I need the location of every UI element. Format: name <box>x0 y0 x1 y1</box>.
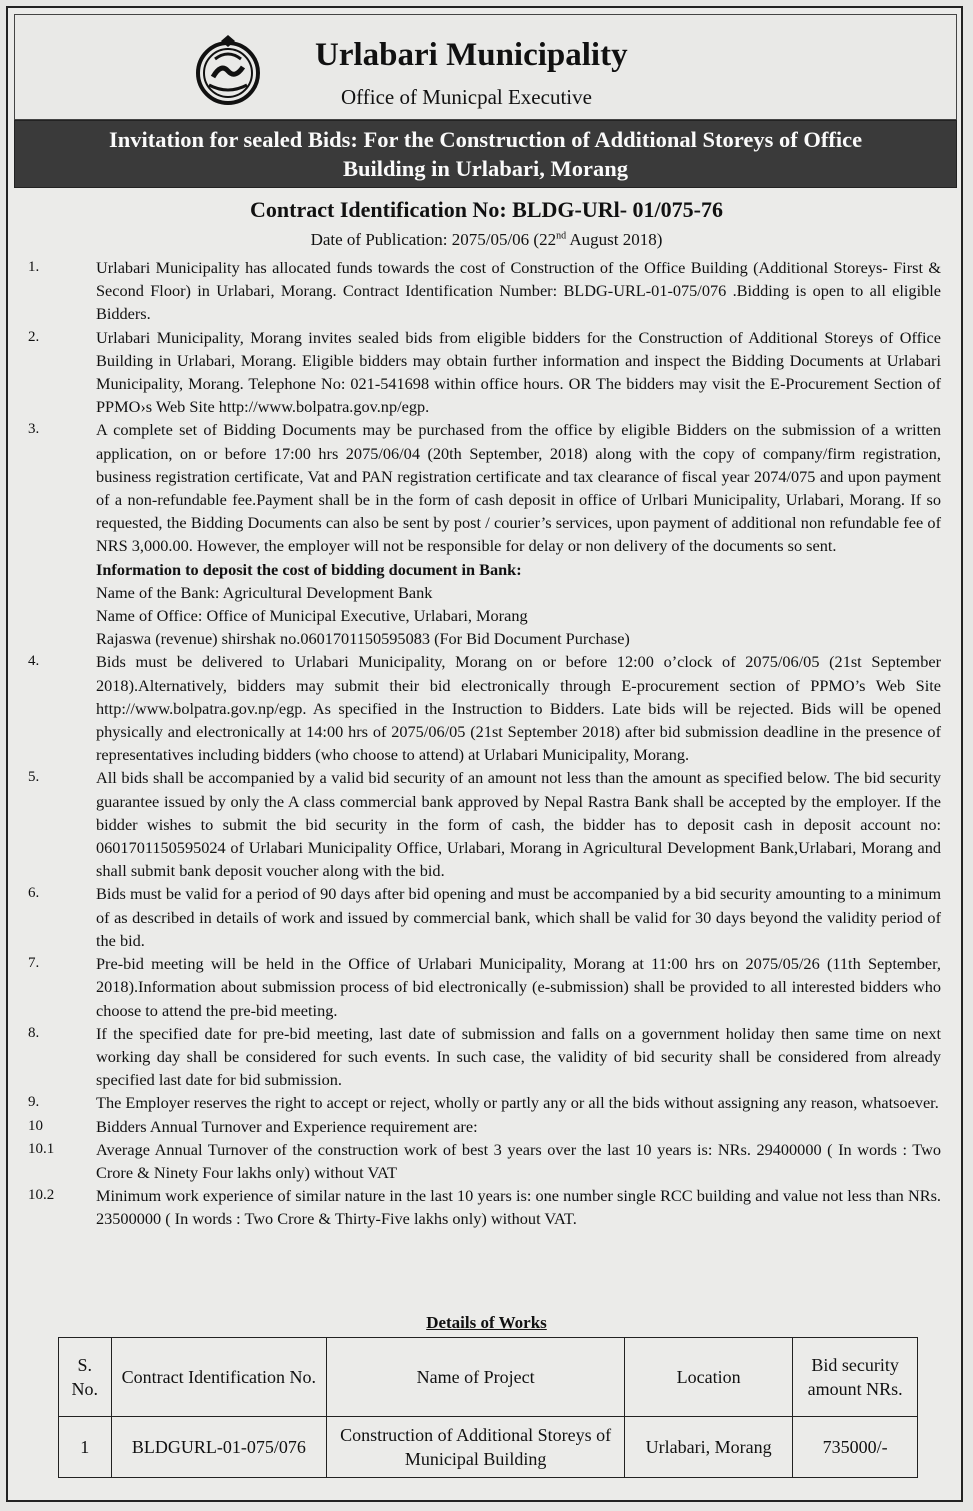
publication-date-prefix: Date of Publication: 2075/05/06 (22 <box>310 230 557 249</box>
bank-info-heading: Information to deposit the cost of bidding document in Bank: <box>96 559 522 579</box>
item-text: Bids must be valid for a period of 90 days after bid opening and must be accompanied by a bid security amounting to a minimum of as described in details of work and issued by commercial bank, which shall be valid for 30 days beyond the validity period of the bid. <box>96 884 941 950</box>
list-item <box>8 882 965 952</box>
notice-page <box>6 6 963 1502</box>
item-text: A complete set of Bidding Documents may be purchased from the office by eligible Bidders on the submission of a written application, on or before 17:00 hrs 2075/06/04 (20th September, 2018) along with the copy of company/firm registration, business registration certificate, Vat and PAN registration certificate and tax clearance of fiscal year 2074/075 and upon payment of a non-refundable fee.Payment shall be in the form of cash deposit in office of Urlbari Municipality, Urlabari, Morang. If so requested, the Bidding Documents can also be sent by post / courier’s services, upon payment of additional non refundable fee of NRS 3,000.00. However, the employer will not be responsible for delay or non delivery of the documents so sent. <box>96 420 941 556</box>
item-number: 1. <box>28 259 40 275</box>
notice-body <box>8 256 965 1231</box>
banner-line: Invitation for sealed Bids: For the Construction of Additional Storeys of Office <box>108 127 863 152</box>
item-number: 5. <box>28 769 40 786</box>
item-number: 3. <box>28 421 40 438</box>
list-item <box>8 256 965 326</box>
list-item <box>8 326 965 419</box>
item-number: 2. <box>28 328 40 345</box>
details-of-works-title: Details of Works <box>426 1313 547 1332</box>
column-header: Contract Identification No. <box>111 1338 327 1417</box>
item-text: Urlabari Municipality, Morang invites sealed bids from eligible bidders for the Construction of Additional Storeys of Office Building in Urlabari, Morang. Eligible bidders may obtain further information and inspect the Bidding Documents at Urlabari Municipality, Morang. Telephone No: 021-541698 within office hours. OR The bidders may visit the E-Procurement Section of PPMO›s Web Site http://www.bolpatra.gov.np/egp. <box>96 327 941 417</box>
nepal-government-emblem-icon <box>191 33 265 107</box>
list-item <box>8 1022 965 1092</box>
publication-date <box>8 230 965 250</box>
notice-banner <box>14 120 957 188</box>
list-item <box>8 1138 965 1184</box>
column-header: Name of Project <box>327 1338 625 1417</box>
item-text: Pre-bid meeting will be held in the Office of Urlabari Municipality, Morang at 11:00 hrs on 2075/05/26 (11th September, 2018).Information about submission process of bid electronically (e-submission) shall be provided to all interested bidders who choose to attend the pre-bid meeting. <box>96 954 941 1020</box>
table-cell: Urlabari, Morang <box>625 1417 793 1478</box>
item-text: Bids must be delivered to Urlabari Municipality, Morang on or before 12:00 o’clock of 2075/06/05 (21st September 2018).Alternatively, bidders may submit their bid electronically through E-procurement section of PPMO’s Web Site http://www.bolpatra.gov.np/egp. As specified in the Instruction to Bidders. Late bids will be rejected. Bids will be opened physically and electronically at 14:00 hrs of 2075/06/05 (21st September 2018) after bid submission deadline in the presence of representatives including bidders (who choose to attend) at Urlabari Municipality, Morang. <box>96 652 941 765</box>
list-item <box>8 418 965 557</box>
contract-identification: Contract Identification No: BLDG-URl- 01/075-76 <box>250 197 723 222</box>
item-number: 9. <box>28 1094 40 1111</box>
list-item <box>8 1184 965 1230</box>
item-number: 10 <box>28 1117 43 1134</box>
list-item <box>8 1091 965 1114</box>
publication-date-suffix: August 2018) <box>566 230 663 249</box>
item-number: 4. <box>28 653 40 670</box>
organization-name: Urlabari Municipality <box>315 37 628 73</box>
publication-date-sup: nd <box>556 230 567 242</box>
item-text: Average Annual Turnover of the construction work of best 3 years over the last 10 years is: NRs. 29400000 ( In words : Two Crore & Ninety Four lakhs only) without VAT <box>96 1139 941 1182</box>
bank-office-name: Name of Office: Office of Municipal Executive, Urlabari, Morang <box>96 606 528 626</box>
table-cell: 1 <box>59 1417 112 1478</box>
table-header-row <box>59 1338 918 1417</box>
table-row <box>59 1417 918 1478</box>
table-cell: 735000/- <box>793 1417 918 1478</box>
item-text: If the specified date for pre-bid meeting, last date of submission and falls on a government holiday then same time on next working day shall be considered for such events. In such case, the validity of bid security shall be considered from already specified last date for bid submission. <box>96 1023 941 1090</box>
works-table <box>58 1337 918 1478</box>
item-text: Minimum work experience of similar nature in the last 10 years is: one number single RCC building and value not less than NRs. 23500000 ( In words : Two Crore & Thirty-Five lakhs only) without VAT. <box>96 1186 941 1229</box>
item-text: Bidders Annual Turnover and Experience requirement are: <box>96 1116 478 1136</box>
item-text: The Employer reserves the right to accept or reject, wholly or partly any or all the bids without assigning any reason, whatsoever. <box>96 1093 939 1113</box>
banner-title <box>15 125 956 183</box>
column-header: S. No. <box>59 1338 112 1417</box>
table-cell: BLDGURL-01-075/076 <box>111 1417 327 1478</box>
item-text: All bids shall be accompanied by a valid bid security of an amount not less than the amount as specified below. The bid security guarantee issued by only the A class commercial bank approved by Nepal Rastra Bank shall be accepted by the employer. If the bidder wishes to submit the bid security in the form of cash, the bidder has to deposit cash in deposit account no: 0601701150595024 of Urlabari Municipality Office, Urlabari, Morang in Agricultural Development Bank,Urlabari, Morang and shall submit bank deposit voucher along with the bid. <box>96 768 941 881</box>
column-header: Bid security amount NRs. <box>793 1338 918 1417</box>
item-number: 10.2 <box>28 1187 55 1204</box>
item-number: 10.1 <box>28 1140 55 1157</box>
bank-name: Name of the Bank: Agricultural Development Bank <box>96 582 433 602</box>
office-name: Office of Municpal Executive <box>341 85 592 109</box>
list-item <box>8 1115 965 1138</box>
bank-account: Rajaswa (revenue) shirshak no.0601701150595083 (For Bid Document Purchase) <box>96 629 630 649</box>
banner-line: Building in Urlabari, Morang <box>342 156 629 181</box>
list-item <box>8 952 965 1022</box>
column-header: Location <box>625 1338 793 1417</box>
item-number: 8. <box>28 1024 40 1041</box>
item-number: 7. <box>28 955 40 972</box>
list-item <box>8 766 965 882</box>
notice-header <box>14 14 957 120</box>
item-number: 6. <box>28 885 40 902</box>
table-cell: Construction of Additional Storeys of Municipal Building <box>327 1417 625 1478</box>
item-text: Urlabari Municipality has allocated funds towards the cost of Construction of the Office Building (Additional Storeys- First & Second Floor) in Urlabari, Morang. Contract Identification Number: BLDG-URL-01-075/076 .Bidding is open to all eligible Bidders. <box>96 258 941 324</box>
list-item <box>8 650 965 766</box>
